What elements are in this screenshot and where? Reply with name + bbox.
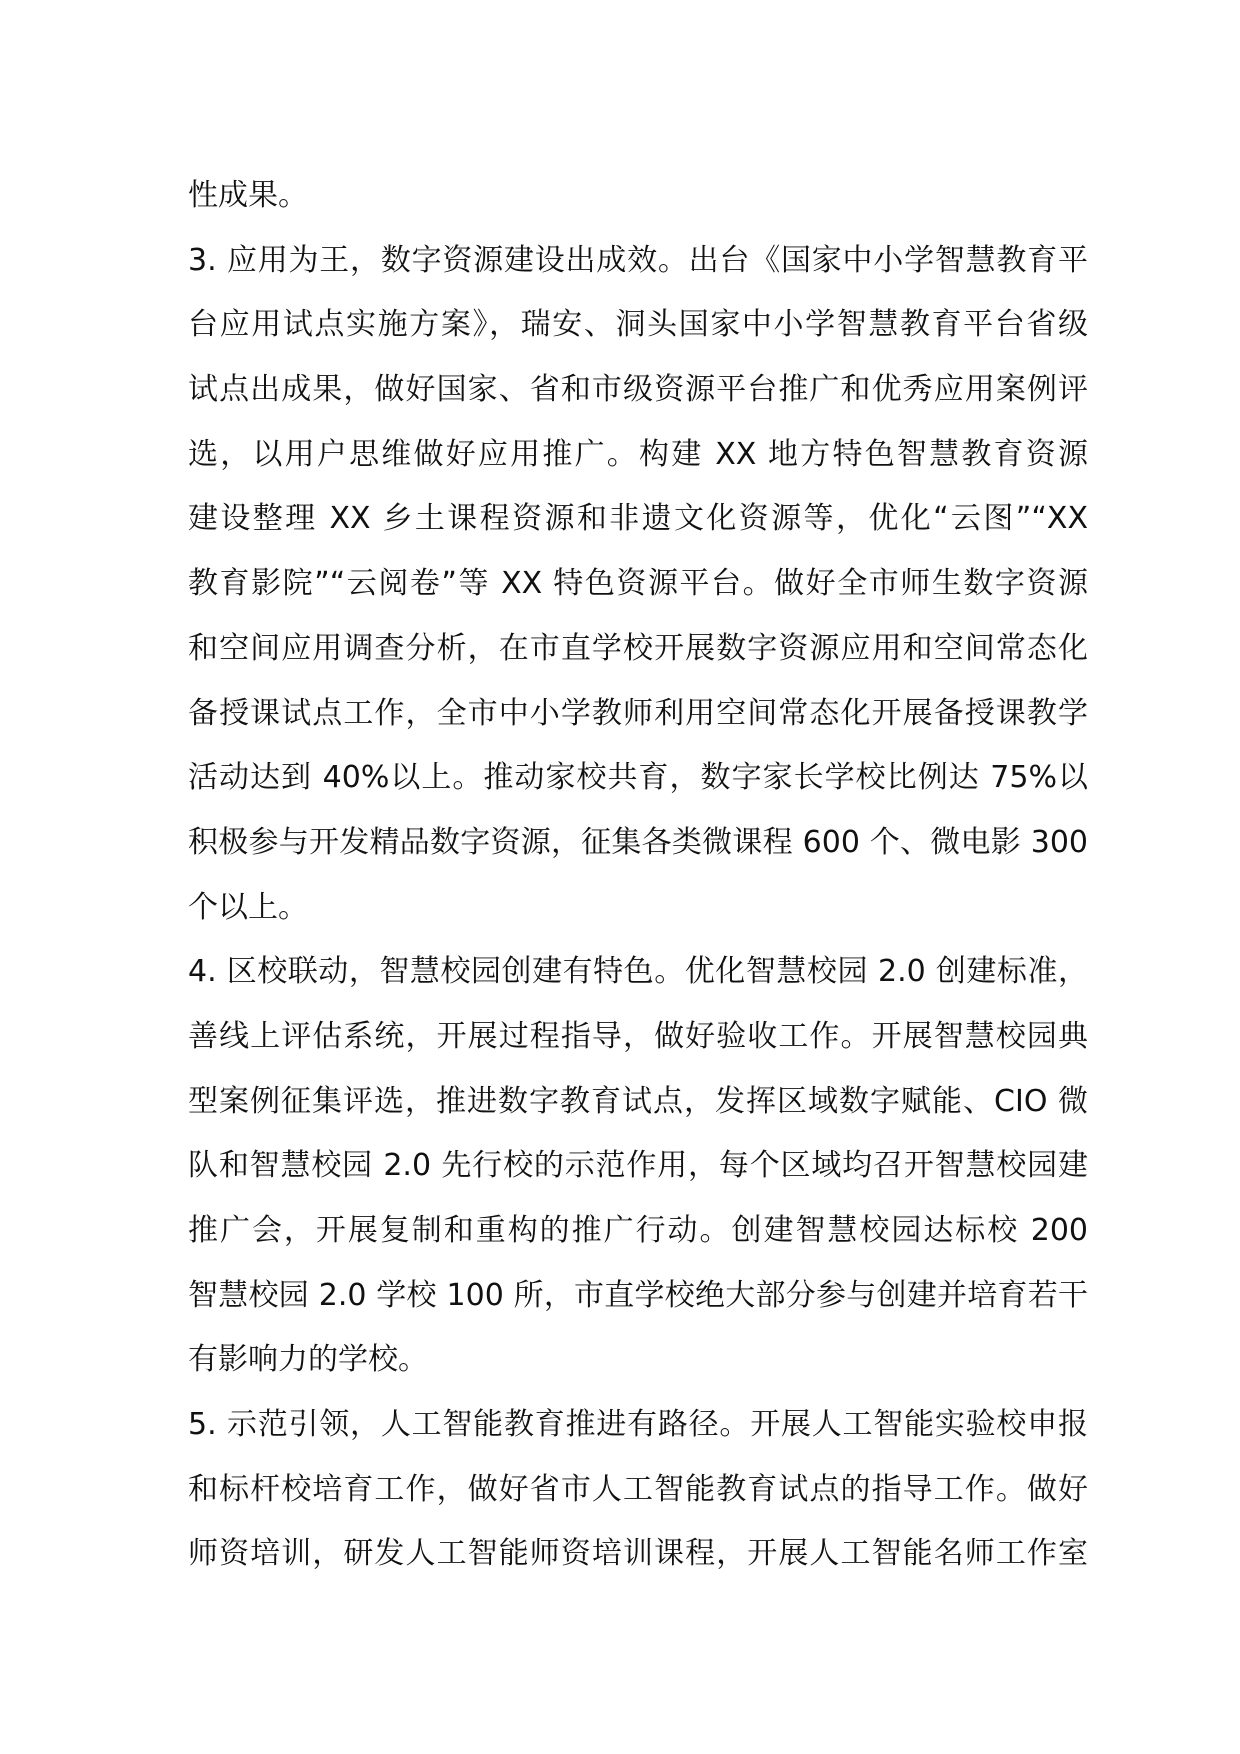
text-line: 活动达到 40%以上。推动家校共育，数字家长学校比例达 75%以 <box>188 760 1088 796</box>
text-line: 队和智慧校园 2.0 先行校的示范作用，每个区域均召开智慧校园建 <box>188 1148 1088 1184</box>
document-body <box>188 164 1088 1587</box>
text-line: 教育影院”“云阅卷”等 XX 特色资源平台。做好全市师生数字资源 <box>188 566 1088 602</box>
text-line: 师资培训，研发人工智能师资培训课程，开展人工智能名师工作室 <box>188 1536 1088 1572</box>
text-line: 性成果。 <box>188 178 308 213</box>
text-line: 选，以用户思维做好应用推广。构建 XX 地方特色智慧教育资源 <box>188 436 1088 472</box>
text-line: 智慧校园 2.0 学校 100 所，市直学校绝大部分参与创建并培育若干 <box>188 1277 1088 1313</box>
text-line: 善线上评估系统，开展过程指导，做好验收工作。开展智慧校园典 <box>188 1018 1088 1054</box>
text-line: 5. 示范引领，人工智能教育推进有路径。开展人工智能实验校申报 <box>188 1407 1088 1443</box>
text-line: 积极参与开发精品数字资源，征集各类微课程 600 个、微电影 300 <box>188 824 1088 860</box>
text-line: 备授课试点工作，全市中小学教师利用空间常态化开展备授课教学 <box>188 695 1088 731</box>
text-line: 台应用试点实施方案》，瑞安、洞头国家中小学智慧教育平台省级 <box>188 307 1088 343</box>
text-line: 3. 应用为王，数字资源建设出成效。出台《国家中小学智慧教育平 <box>188 242 1088 278</box>
text-line: 有影响力的学校。 <box>188 1342 428 1378</box>
text-line: 个以上。 <box>188 889 308 925</box>
text-line: 试点出成果，做好国家、省和市级资源平台推广和优秀应用案例评 <box>188 372 1088 408</box>
text-line: 和标杆校培育工作，做好省市人工智能教育试点的指导工作。做好 <box>188 1471 1088 1507</box>
text-line: 建设整理 XX 乡土课程资源和非遗文化资源等，优化“云图”“XX <box>188 501 1088 537</box>
text-line: 推广会，开展复制和重构的推广行动。创建智慧校园达标校 200 <box>188 1213 1088 1248</box>
text-line: 4. 区校联动，智慧校园创建有特色。优化智慧校园 2.0 创建标准， <box>188 954 1088 990</box>
text-line: 型案例征集评选，推进数字教育试点，发挥区域数字赋能、CIO 微 <box>188 1083 1088 1119</box>
text-line: 和空间应用调查分析，在市直学校开展数字资源应用和空间常态化 <box>188 630 1088 666</box>
